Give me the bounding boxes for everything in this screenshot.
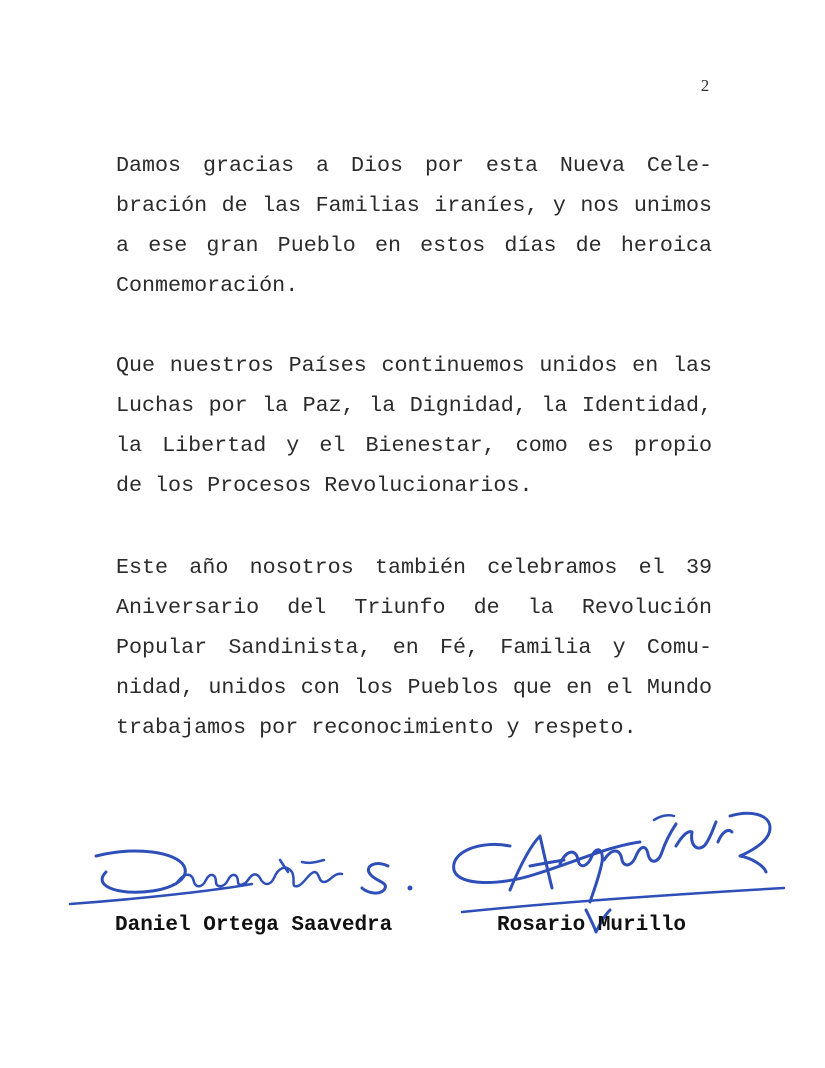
text-line: de los Procesos Revolucionarios. bbox=[116, 473, 533, 498]
text-line: nidad, unidos con los Pueblos que en el Mundo bbox=[116, 675, 712, 700]
text-line: Aniversario del Triunfo de la Revolución bbox=[116, 595, 712, 620]
text-line: Este año nosotros también celebramos el 39 bbox=[116, 555, 712, 580]
page-number: 2 bbox=[700, 76, 710, 95]
text-line: trabajamos por reconocimiento y respeto. bbox=[116, 715, 637, 740]
text-line: Damos gracias a Dios por esta Nueva Cele- bbox=[116, 153, 712, 178]
signature-daniel-ortega bbox=[66, 842, 432, 914]
text-line: Popular Sandinista, en Fé, Familia y Comu- bbox=[116, 635, 712, 660]
text-line: Que nuestros Países continuemos unidos en las bbox=[116, 353, 712, 378]
paragraph-3 bbox=[116, 548, 712, 748]
text-line: la Libertad y el Bienestar, como es propio bbox=[116, 433, 712, 458]
signer-name-1: Daniel Ortega Saavedra bbox=[115, 914, 393, 937]
text-line: Luchas por la Paz, la Dignidad, la Identidad, bbox=[116, 393, 712, 418]
text-line: a ese gran Pueblo en estos días de heroica bbox=[116, 233, 712, 258]
text-line: bración de las Familias iraníes, y nos unimos bbox=[116, 193, 712, 218]
paragraph-2 bbox=[116, 346, 712, 506]
paragraph-1 bbox=[116, 146, 712, 306]
text-line: Conmemoración. bbox=[116, 273, 299, 298]
signer-name-2: Rosario Murillo bbox=[497, 914, 687, 937]
